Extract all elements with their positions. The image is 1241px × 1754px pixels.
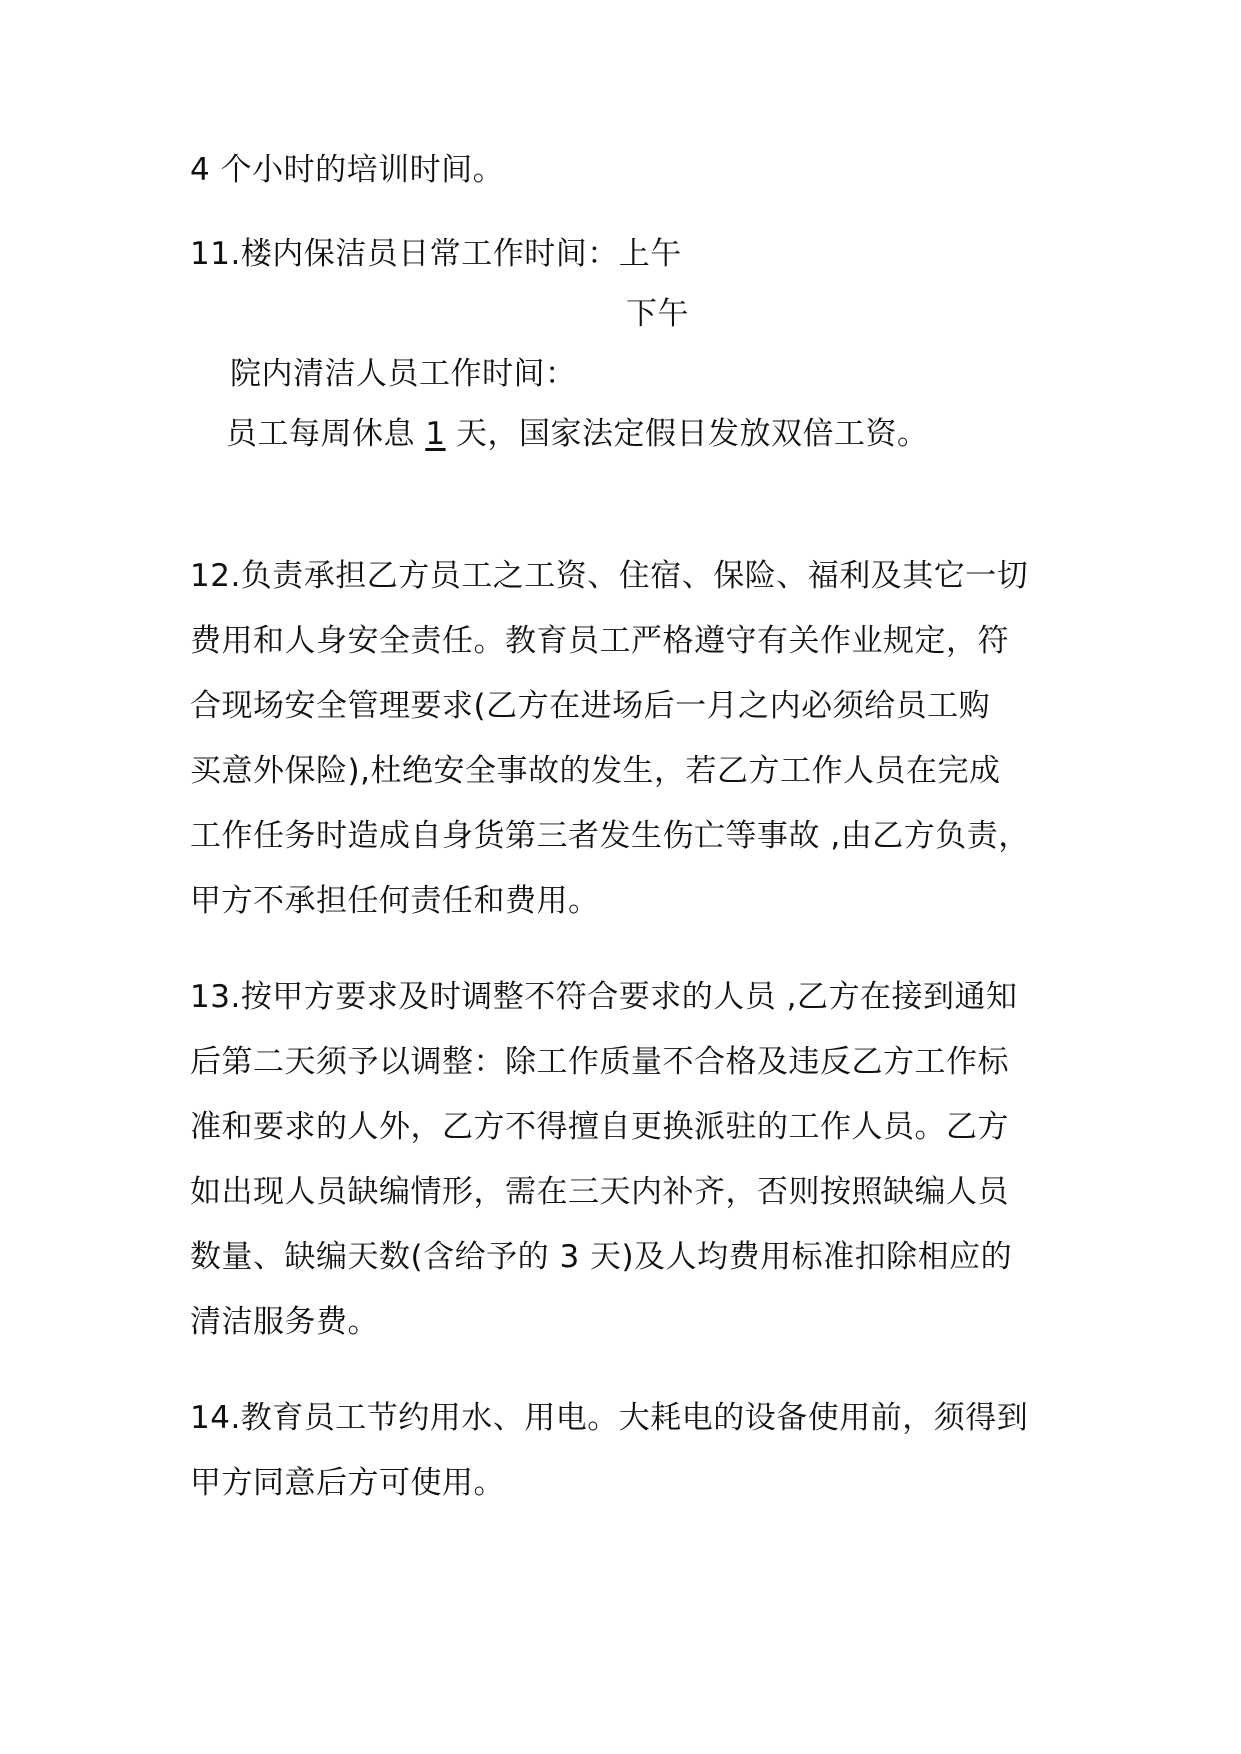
item13-line: 清洁服务费。	[190, 1304, 379, 1340]
item12-line: 买意外保险),杜绝安全事故的发生，若乙方工作人员在完成	[190, 753, 1001, 789]
item13-line: 准和要求的人外，乙方不得擅自更换派驻的工作人员。乙方	[190, 1109, 1009, 1145]
item13-line: 后第二天须予以调整：除工作质量不合格及违反乙方工作标	[190, 1044, 1009, 1080]
item14-line: 14.教育员工节约用水、用电。大耗电的设备使用前，须得到	[190, 1400, 1029, 1436]
item11-line4-a: 员工每周休息	[226, 416, 426, 452]
item11-line3: 院内清洁人员工作时间：	[230, 356, 577, 392]
item13-line: 数量、缺编天数(含给予的 3 天)及人均费用标准扣除相应的	[190, 1239, 1013, 1275]
item11-line2: 下午	[626, 296, 689, 332]
item12-line: 合现场安全管理要求(乙方在进场后一月之内必须给员工购	[190, 688, 991, 724]
item13-line: 如出现人员缺编情形，需在三天内补齐，否则按照缺编人员	[190, 1174, 1009, 1210]
item12-line: 甲方不承担任何责任和费用。	[190, 883, 600, 919]
item12-line: 12.负责承担乙方员工之工资、住宿、保险、福利及其它一切	[190, 558, 1029, 594]
item11-line4-b: 天，国家法定假日发放双倍工资。	[445, 416, 929, 452]
item14-line: 甲方同意后方可使用。	[190, 1465, 505, 1501]
item12-line: 工作任务时造成自身货第三者发生伤亡等事故 ,由乙方负责，	[190, 818, 1030, 854]
item12-line: 费用和人身安全责任。教育员工严格遵守有关作业规定，符	[190, 623, 1009, 659]
item11-line4	[226, 414, 928, 454]
item13-line: 13.按甲方要求及时调整不符合要求的人员 ,乙方在接到通知	[190, 979, 1018, 1015]
item11-line1: 11.楼内保洁员日常工作时间：上午	[190, 236, 682, 272]
intro-line: 4 个小时的培训时间。	[190, 152, 505, 188]
rest-days-value: 1	[425, 416, 446, 452]
